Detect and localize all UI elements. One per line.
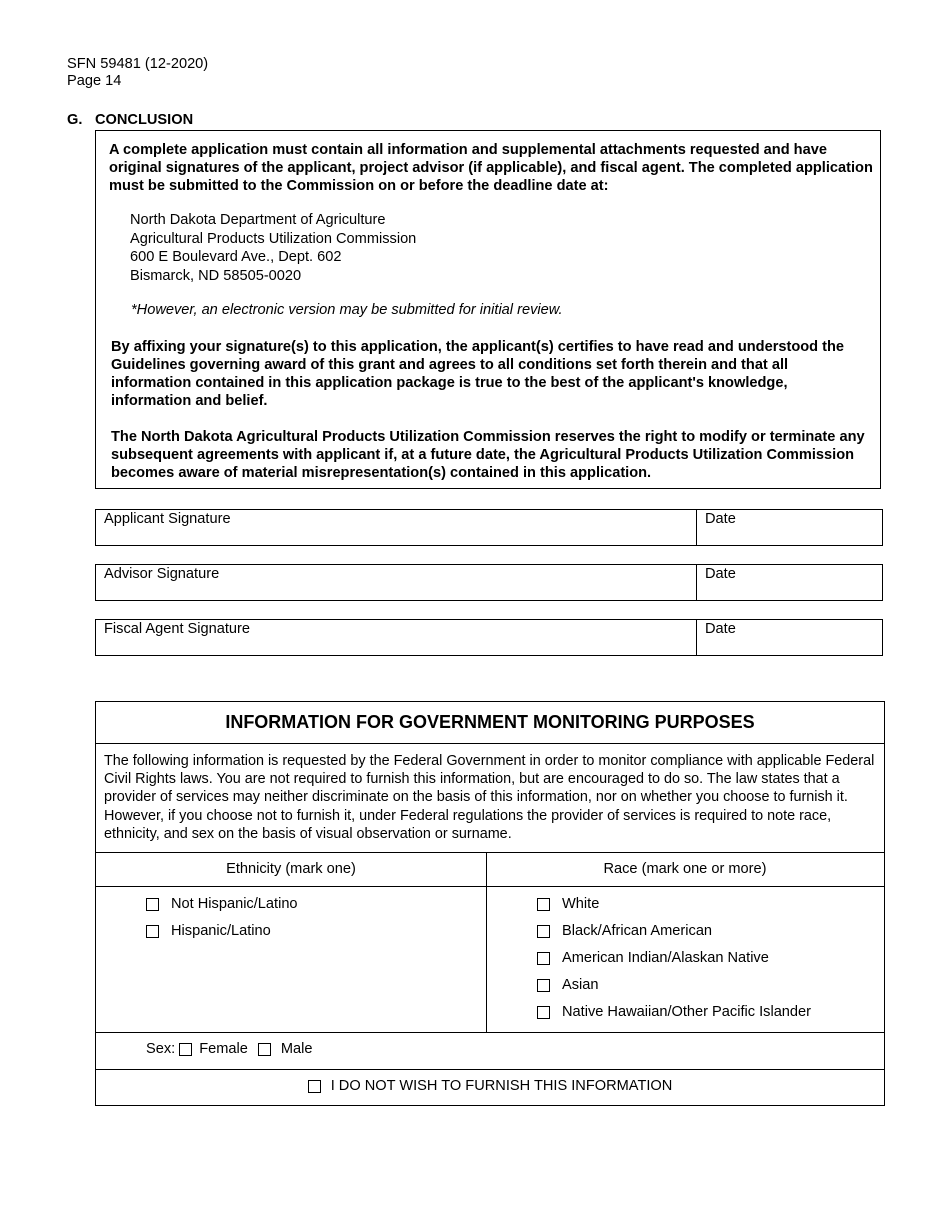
race-option-asian[interactable] [537,977,599,993]
applicant-signature-field[interactable]: Applicant Signature [96,510,697,545]
race-header: Race (mark one or more) [603,861,767,877]
advisor-signature-field[interactable]: Advisor Signature [96,565,697,600]
section-letter: G. [67,112,83,128]
option-label: Black/African American [562,923,713,939]
male-checkbox[interactable] [258,1043,271,1056]
race-option-white[interactable] [537,896,599,912]
divider [96,886,884,887]
female-checkbox[interactable] [179,1043,192,1056]
option-label: American Indian/Alaskan Native [562,950,769,966]
sex-label: Sex: [146,1041,176,1057]
male-label: Male [280,1041,313,1057]
female-label: Female [199,1041,248,1057]
decline-checkbox[interactable] [308,1080,321,1093]
checkbox[interactable] [537,979,550,992]
option-label: Asian [562,977,599,993]
option-label: Native Hawaiian/Other Pacific Islander [562,1004,812,1020]
decline-option[interactable] [96,1078,884,1094]
form-header [67,56,208,90]
monitoring-title: INFORMATION FOR GOVERNMENT MONITORING PURPOSES [96,702,884,744]
intro-paragraph: A complete application must contain all information and supplemental attachments requested and have original signatures of the applicant, project advisor (if applicable), and fiscal agent. The completed application must be submitted to the Commission on or before the deadline date at: [109,142,873,194]
decline-label: I DO NOT WISH TO FURNISH THIS INFORMATION [330,1078,673,1094]
option-label: White [562,896,600,912]
section-title [67,112,193,128]
conclusion-box [95,130,881,489]
fiscal-agent-date-field[interactable]: Date [705,621,736,637]
checkbox[interactable] [146,898,159,911]
monitoring-box [95,701,885,1106]
option-label: Hispanic/Latino [171,923,271,939]
monitoring-paragraph: The following information is requested by the Federal Government in order to monitor compliance with applicable Federal Civil Rights laws. You are not required to furnish this information, but are encouraged to do so. The law states that a provider of services may neither discriminate on the basis of this information, nor on whether you choose to furnish it. However, if you choose not to furnish it, under Federal regulations the provider of services is required to note race, ethnicity, and sex on the basis of visual observation or surname. [104,753,875,842]
checkbox[interactable] [146,925,159,938]
ethnicity-header: Ethnicity (mark one) [226,861,356,877]
divider [96,1069,884,1070]
form-number: SFN 59481 (12-2020) [67,56,209,72]
mailing-address [130,211,416,285]
reservation-paragraph: The North Dakota Agricultural Products Utilization Commission reserves the right to modify or terminate any subsequent agreements with applicant if, at a future date, the Agricultural Products Utilization Commission becomes aware of material misrepresentation(s) contained in this application. [111,429,865,481]
option-label: Not Hispanic/Latino [171,896,298,912]
applicant-date-field[interactable]: Date [705,511,736,527]
fiscal-agent-signature-row[interactable] [95,619,883,656]
certification-paragraph: By affixing your signature(s) to this application, the applicant(s) certifies to have read and understood the Guidelines governing award of this grant and agrees to all conditions set forth therein and that all information contained in this application package is true to the best of the applicant's knowledge, information and belief. [111,339,845,409]
race-option-american-indian[interactable] [537,950,769,966]
fiscal-agent-signature-field[interactable]: Fiscal Agent Signature [96,620,697,655]
sex-row [146,1041,313,1057]
divider [96,1032,884,1033]
section-name: CONCLUSION [95,112,194,128]
race-option-black[interactable] [537,923,712,939]
address-line: Agricultural Products Utilization Commission [130,230,417,247]
checkbox[interactable] [537,925,550,938]
electronic-note: *However, an electronic version may be submitted for initial review. [131,302,563,318]
address-line: North Dakota Department of Agriculture [130,212,386,228]
advisor-signature-row[interactable] [95,564,883,601]
address-line: 600 E Boulevard Ave., Dept. 602 [130,249,342,265]
checkbox[interactable] [537,1006,550,1019]
address-line: Bismarck, ND 58505-0020 [130,267,302,284]
ethnicity-option-not-hispanic[interactable] [146,896,298,912]
advisor-date-field[interactable]: Date [705,566,736,582]
checkbox[interactable] [537,952,550,965]
page-number: Page 14 [67,73,122,89]
checkbox[interactable] [537,898,550,911]
ethnicity-option-hispanic[interactable] [146,923,271,939]
applicant-signature-row[interactable] [95,509,883,546]
race-option-pacific-islander[interactable] [537,1004,811,1020]
